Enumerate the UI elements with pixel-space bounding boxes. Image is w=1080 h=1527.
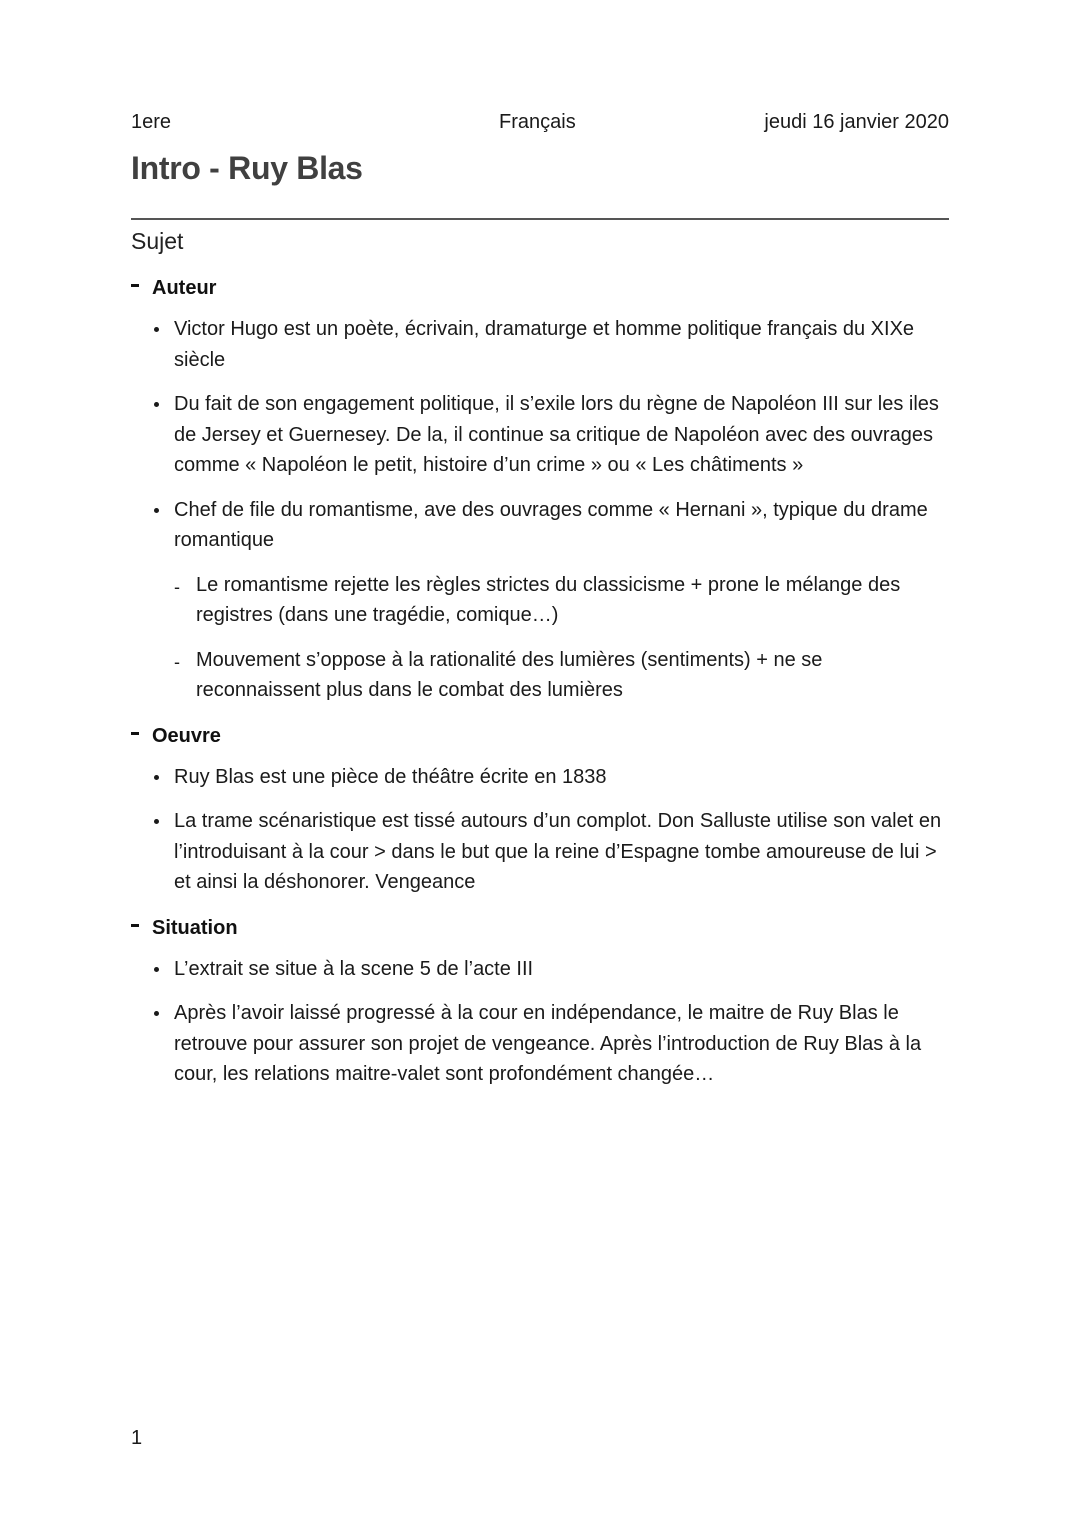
header-date: jeudi 16 janvier 2020 [764,111,949,133]
bullet-dot-icon [154,967,159,972]
list-item-text: La trame scénaristique est tissé autours d’un complot. Don Salluste utilise son valet en l’introduisant à la cour > dans le but que la reine d’Espagne tombe amoureuse de lui > et ainsi la déshonorer. Vengeance [174,810,942,893]
topic-label-text: Situation [152,916,238,939]
topic-heading [131,720,949,752]
list-item [131,998,949,1090]
list-item-text: L’extrait se situe à la scene 5 de l’acte III [174,957,534,980]
topic-label-text: Auteur [152,277,217,299]
list-item [131,389,949,481]
bullet-list [131,762,949,898]
list-item-text: Victor Hugo est un poète, écrivain, dramaturge et homme politique français du XIXe siècle [174,318,915,371]
section-heading: Sujet [131,228,184,254]
sub-list-item [174,570,949,631]
list-item-text: Chef de file du romantisme, ave des ouvrages comme « Hernani », typique du drame romantique [174,498,928,551]
title-divider [131,218,949,220]
topic-auteur [131,272,949,706]
sub-list-item-text: Le romantisme rejette les règles strictes du classicisme + prone le mélange des registres (dans une tragédie, comique…) [196,573,901,626]
bullet-list [131,954,949,1090]
page-number: 1 [131,1427,143,1449]
list-item-text: Du fait de son engagement politique, il s’exile lors du règne de Napoléon III sur les iles de Jersey et Guernesey. De la, il continue sa critique de Napoléon avec des ouvrages comme « Napoléon le petit, histoire d’un crime » ou « Les châtiments » [174,393,939,476]
header-level: 1ere [131,111,172,133]
topic-heading [131,912,949,944]
list-item [131,954,949,985]
sub-bullet-list [174,570,949,706]
dash-bullet-icon [131,924,139,927]
bullet-dot-icon [154,327,159,332]
topic-label-text: Oeuvre [152,724,221,747]
list-item [131,495,949,706]
list-item [131,762,949,793]
sub-list-item [174,645,949,706]
bullet-dot-icon [154,1011,159,1016]
bullet-list [131,314,949,706]
list-item [131,806,949,898]
bullet-dot-icon [154,402,159,407]
bullet-dot-icon [154,508,159,513]
list-item-text: Ruy Blas est une pièce de théâtre écrite en 1838 [174,765,607,788]
dash-bullet-icon [131,732,139,735]
list-item-text: Après l’avoir laissé progressé à la cour en indépendance, le maitre de Ruy Blas le retrouve pour assurer son projet de vengeance. Après l’introduction de Ruy Blas à la cour, les relations maitre-valet sont profondément changée… [174,1002,922,1085]
dash-bullet-icon [131,284,139,287]
page-title: Intro - Ruy Blas [131,150,363,186]
dash-icon: - [174,576,180,597]
bullet-dot-icon [154,775,159,780]
page-header [131,108,949,136]
document-content [131,272,949,1104]
topic-situation [131,912,949,1090]
sub-list-item-text: Mouvement s’oppose à la rationalité des lumières (sentiments) + ne se reconnaissent plus dans le combat des lumières [196,648,823,701]
bullet-dot-icon [154,819,159,824]
header-subject: Français [499,111,576,133]
dash-icon: - [174,651,180,672]
topic-heading [131,272,949,304]
topic-oeuvre [131,720,949,898]
list-item [131,314,949,375]
